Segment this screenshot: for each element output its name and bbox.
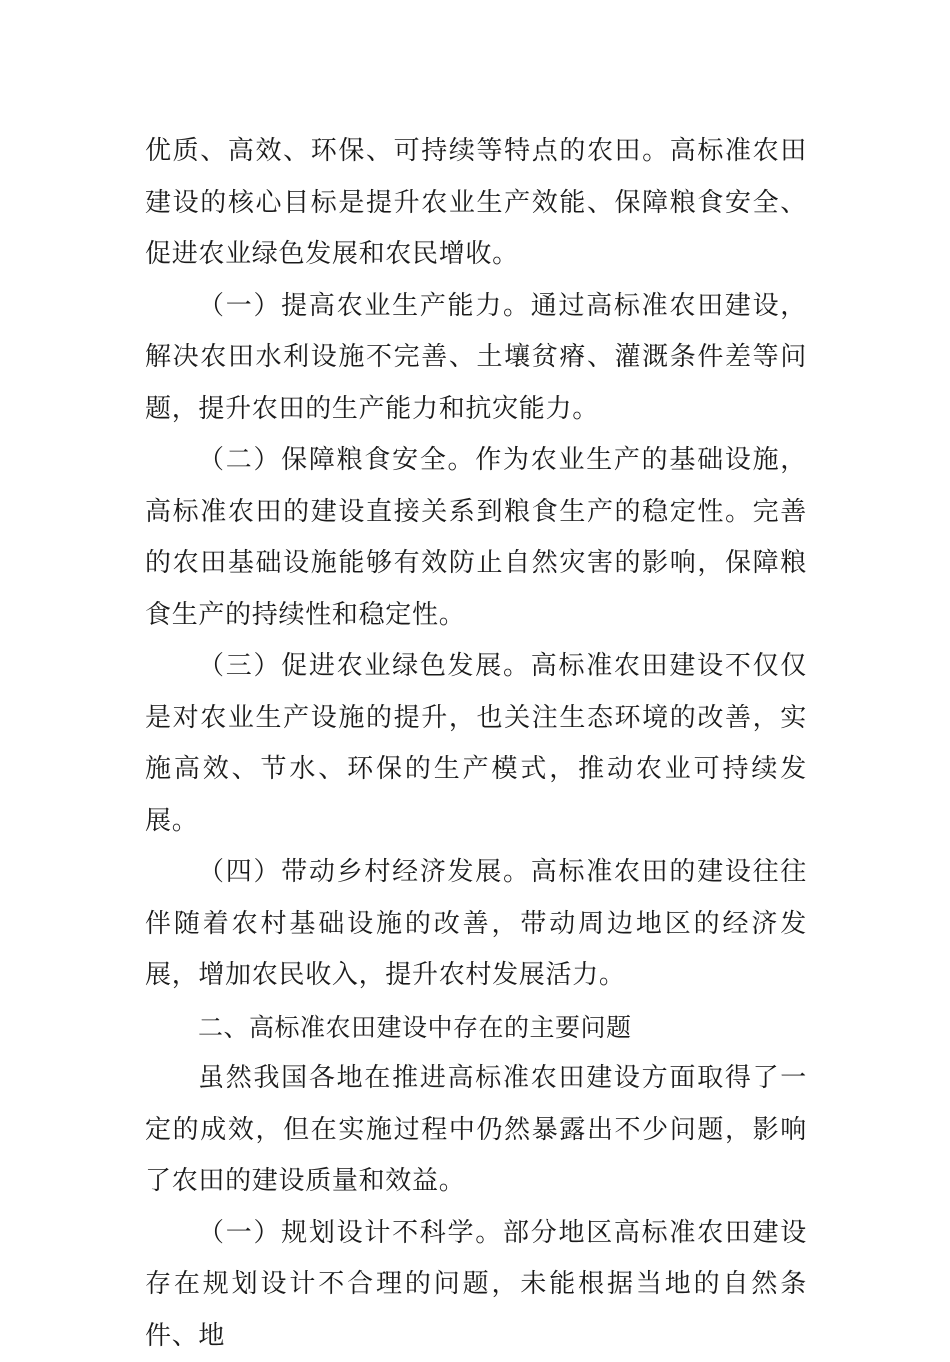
section-heading-problems: 二、高标准农田建设中存在的主要问题 xyxy=(145,1002,807,1054)
paragraph-green-development: （三）促进农业绿色发展。高标准农田建设不仅仅是对农业生产设施的提升，也关注生态环境的改善，实施高效、节水、环保的生产模式，推动农业可持续发展。 xyxy=(145,641,807,847)
paragraph-food-security: （二）保障粮食安全。作为农业生产的基础设施，高标准农田的建设直接关系到粮食生产的稳定性。完善的农田基础设施能够有效防止自然灾害的影响，保障粮食生产的持续性和稳定性。 xyxy=(145,435,807,641)
document-body xyxy=(145,126,807,1362)
paragraph-rural-economy: （四）带动乡村经济发展。高标准农田的建设往往伴随着农村基础设施的改善，带动周边地区的经济发展，增加农民收入，提升农村发展活力。 xyxy=(145,847,807,1002)
paragraph-continuation: 优质、高效、环保、可持续等特点的农田。高标准农田建设的核心目标是提升农业生产效能、保障粮食安全、促进农业绿色发展和农民增收。 xyxy=(145,126,807,281)
paragraph-problems-intro: 虽然我国各地在推进高标准农田建设方面取得了一定的成效，但在实施过程中仍然暴露出不少问题，影响了农田的建设质量和效益。 xyxy=(145,1053,807,1208)
paragraph-improve-production: （一）提高农业生产能力。通过高标准农田建设，解决农田水利设施不完善、土壤贫瘠、灌溉条件差等问题，提升农田的生产能力和抗灾能力。 xyxy=(145,281,807,436)
paragraph-planning-design: （一）规划设计不科学。部分地区高标准农田建设存在规划设计不合理的问题，未能根据当地的自然条件、地 xyxy=(145,1208,807,1362)
